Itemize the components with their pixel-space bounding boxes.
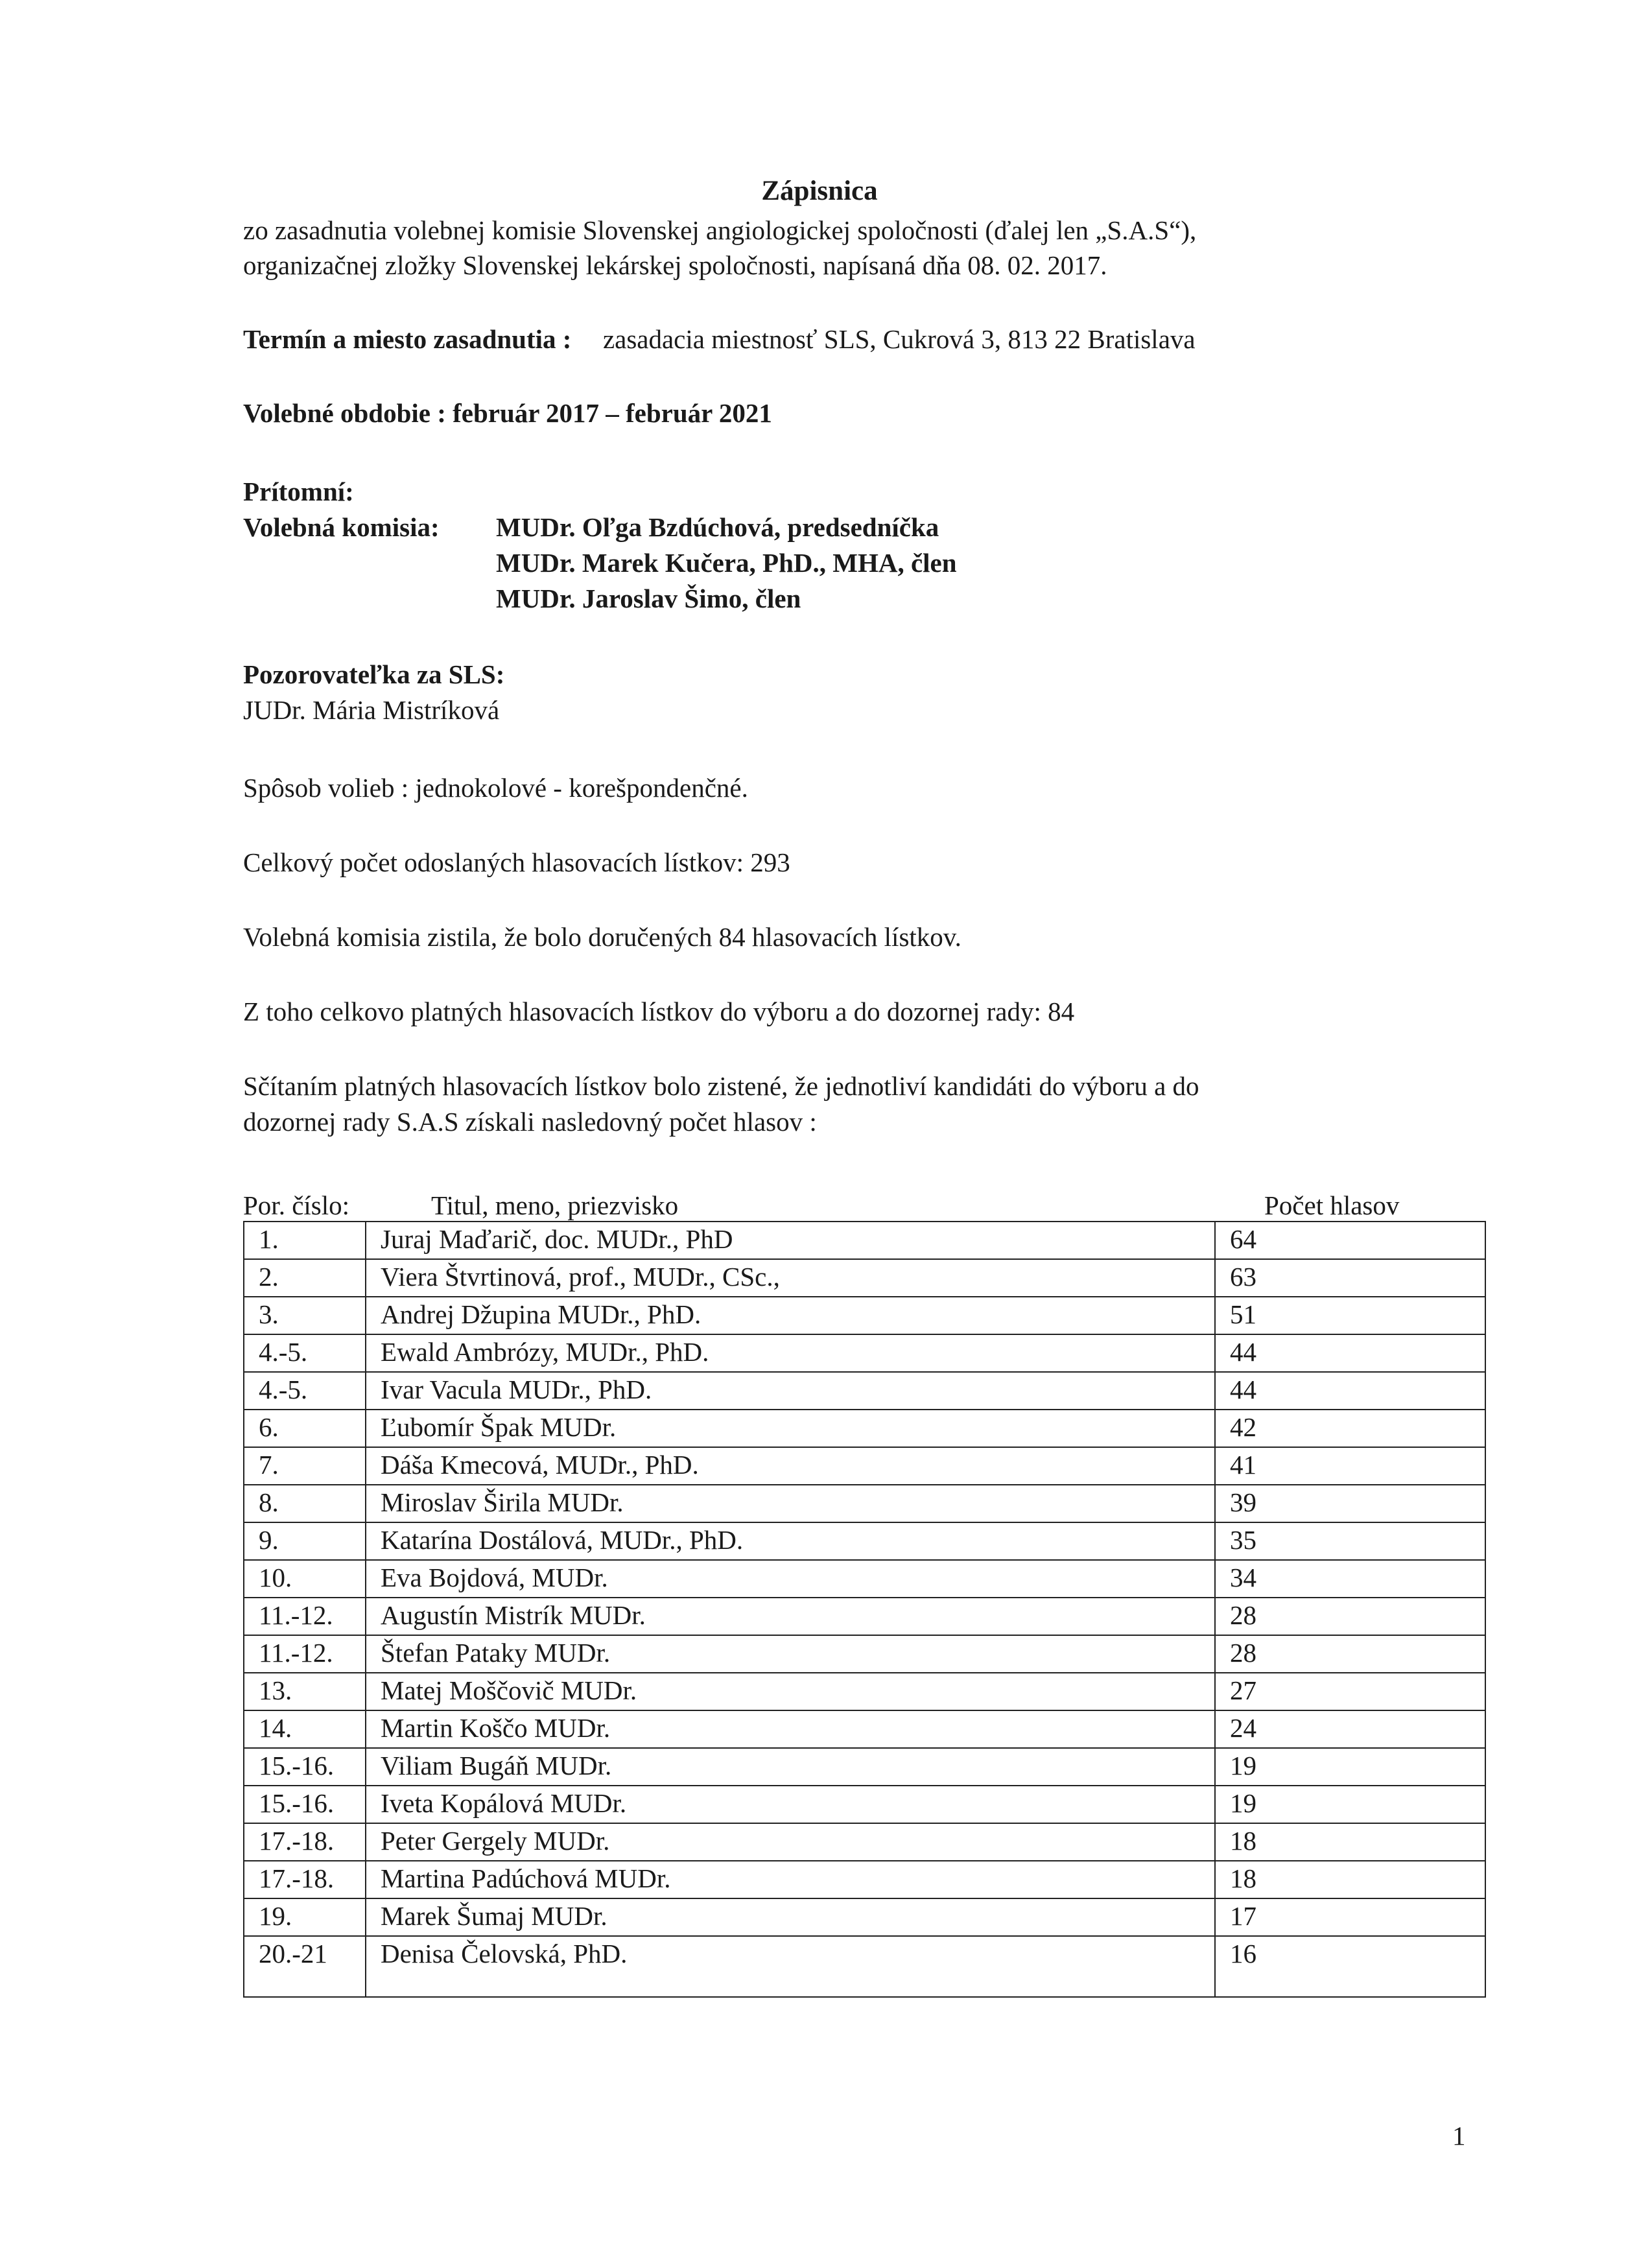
results-intro-2: dozornej rady S.A.S získali nasledovný počet hlasov : [243, 1107, 817, 1137]
table-row [244, 1598, 1485, 1635]
table-row [244, 1222, 1485, 1259]
cell-votes: 35 [1215, 1522, 1485, 1560]
commission-member-1: MUDr. Oľga Bzdúchová, predsedníčka [496, 512, 939, 542]
commission-member-2: MUDr. Marek Kučera, PhD., MHA, člen [496, 548, 957, 578]
table-row [244, 1334, 1485, 1372]
cell-rank: 4.-5. [244, 1334, 366, 1372]
cell-votes: 27 [1215, 1673, 1485, 1710]
cell-rank: 20.-21 [244, 1936, 366, 1997]
cell-name: Katarína Dostálová, MUDr., PhD. [366, 1522, 1215, 1560]
table-row [244, 1635, 1485, 1673]
header-rank: Por. číslo: [243, 1190, 350, 1220]
election-method: Spôsob volieb : jednokolové - korešpondenčné. [243, 773, 748, 803]
table-row [244, 1710, 1485, 1748]
document-title: Zápisnica [761, 176, 878, 206]
table-row [244, 1786, 1485, 1823]
cell-votes: 41 [1215, 1447, 1485, 1485]
observer-name: JUDr. Mária Mistríková [243, 695, 500, 725]
meeting-value: zasadacia miestnosť SLS, Cukrová 3, 813 22 Bratislava [602, 324, 1196, 354]
cell-votes: 19 [1215, 1786, 1485, 1823]
table-row [244, 1447, 1485, 1485]
cell-votes: 64 [1215, 1222, 1485, 1259]
cell-name: Martin Koščo MUDr. [366, 1710, 1215, 1748]
table-row [244, 1823, 1485, 1861]
cell-name: Peter Gergely MUDr. [366, 1823, 1215, 1861]
cell-votes: 19 [1215, 1748, 1485, 1786]
table-row [244, 1372, 1485, 1410]
cell-name: Matej Moščovič MUDr. [366, 1673, 1215, 1710]
table-row [244, 1560, 1485, 1598]
cell-rank: 4.-5. [244, 1372, 366, 1410]
cell-rank: 11.-12. [244, 1598, 366, 1635]
page-number: 1 [1452, 2121, 1466, 2151]
table-row [244, 1898, 1485, 1936]
present-label: Prítomní: [243, 477, 354, 506]
table-row [244, 1297, 1485, 1334]
intro-line-2: organizačnej zložky Slovenskej lekárskej spoločnosti, napísaná dňa 08. 02. 2017. [243, 250, 1107, 280]
cell-rank: 8. [244, 1485, 366, 1522]
cell-rank: 14. [244, 1710, 366, 1748]
cell-votes: 44 [1215, 1334, 1485, 1372]
cell-rank: 6. [244, 1410, 366, 1447]
cell-votes: 18 [1215, 1823, 1485, 1861]
cell-rank: 11.-12. [244, 1635, 366, 1673]
votes-table [243, 1221, 1486, 1998]
cell-rank: 1. [244, 1222, 366, 1259]
cell-rank: 9. [244, 1522, 366, 1560]
table-row [244, 1522, 1485, 1560]
cell-name: Ivar Vacula MUDr., PhD. [366, 1372, 1215, 1410]
results-intro-1: Sčítaním platných hlasovacích lístkov bolo zistené, že jednotliví kandidáti do výboru a do [243, 1071, 1199, 1101]
cell-rank: 10. [244, 1560, 366, 1598]
cell-name: Viliam Bugáň MUDr. [366, 1748, 1215, 1786]
cell-name: Denisa Čelovská, PhD. [366, 1936, 1215, 1997]
cell-name: Štefan Pataky MUDr. [366, 1635, 1215, 1673]
meeting-row [243, 323, 1196, 355]
intro-line-1: zo zasadnutia volebnej komisie Slovenskej angiologickej spoločnosti (ďalej len „S.A.S“), [243, 215, 1197, 245]
table-row [244, 1748, 1485, 1786]
valid-count: Z toho celkovo platných hlasovacích lístkov do výboru a do dozornej rady: 84 [243, 997, 1075, 1026]
cell-name: Miroslav Širila MUDr. [366, 1485, 1215, 1522]
commission-member-3: MUDr. Jaroslav Šimo, člen [496, 584, 801, 613]
cell-rank: 15.-16. [244, 1786, 366, 1823]
cell-votes: 18 [1215, 1861, 1485, 1898]
table-row [244, 1861, 1485, 1898]
cell-name: Dáša Kmecová, MUDr., PhD. [366, 1447, 1215, 1485]
cell-rank: 15.-16. [244, 1748, 366, 1786]
cell-rank: 3. [244, 1297, 366, 1334]
cell-name: Augustín Mistrík MUDr. [366, 1598, 1215, 1635]
cell-name: Andrej Džupina MUDr., PhD. [366, 1297, 1215, 1334]
total-sent: Celkový počet odoslaných hlasovacích lístkov: 293 [243, 847, 790, 877]
delivered-count: Volebná komisia zistila, že bolo doručených 84 hlasovacích lístkov. [243, 922, 961, 952]
cell-rank: 17.-18. [244, 1823, 366, 1861]
observer-label: Pozorovateľka za SLS: [243, 659, 505, 689]
cell-rank: 19. [244, 1898, 366, 1936]
cell-votes: 34 [1215, 1560, 1485, 1598]
cell-name: Ľubomír Špak MUDr. [366, 1410, 1215, 1447]
cell-votes: 17 [1215, 1898, 1485, 1936]
cell-rank: 7. [244, 1447, 366, 1485]
table-row [244, 1259, 1485, 1297]
cell-votes: 39 [1215, 1485, 1485, 1522]
cell-name: Viera Štvrtinová, prof., MUDr., CSc., [366, 1259, 1215, 1297]
cell-name: Martina Padúchová MUDr. [366, 1861, 1215, 1898]
commission-label: Volebná komisia: [243, 512, 440, 542]
cell-votes: 28 [1215, 1598, 1485, 1635]
table-row [244, 1936, 1485, 1997]
cell-name: Juraj Maďarič, doc. MUDr., PhD [366, 1222, 1215, 1259]
cell-votes: 24 [1215, 1710, 1485, 1748]
cell-name: Iveta Kopálová MUDr. [366, 1786, 1215, 1823]
cell-name: Ewald Ambrózy, MUDr., PhD. [366, 1334, 1215, 1372]
cell-rank: 17.-18. [244, 1861, 366, 1898]
header-votes: Počet hlasov [1264, 1190, 1400, 1220]
cell-votes: 42 [1215, 1410, 1485, 1447]
cell-votes: 44 [1215, 1372, 1485, 1410]
cell-rank: 2. [244, 1259, 366, 1297]
cell-name: Eva Bojdová, MUDr. [366, 1560, 1215, 1598]
cell-votes: 63 [1215, 1259, 1485, 1297]
table-row [244, 1410, 1485, 1447]
header-name: Titul, meno, priezvisko [431, 1190, 679, 1220]
meeting-label: Termín a miesto zasadnutia : [243, 324, 572, 354]
table-row [244, 1485, 1485, 1522]
table-row [244, 1673, 1485, 1710]
cell-name: Marek Šumaj MUDr. [366, 1898, 1215, 1936]
cell-votes: 28 [1215, 1635, 1485, 1673]
cell-votes: 51 [1215, 1297, 1485, 1334]
cell-votes: 16 [1215, 1936, 1485, 1997]
term-line: Volebné obdobie : február 2017 – február 2021 [243, 398, 772, 428]
cell-rank: 13. [244, 1673, 366, 1710]
